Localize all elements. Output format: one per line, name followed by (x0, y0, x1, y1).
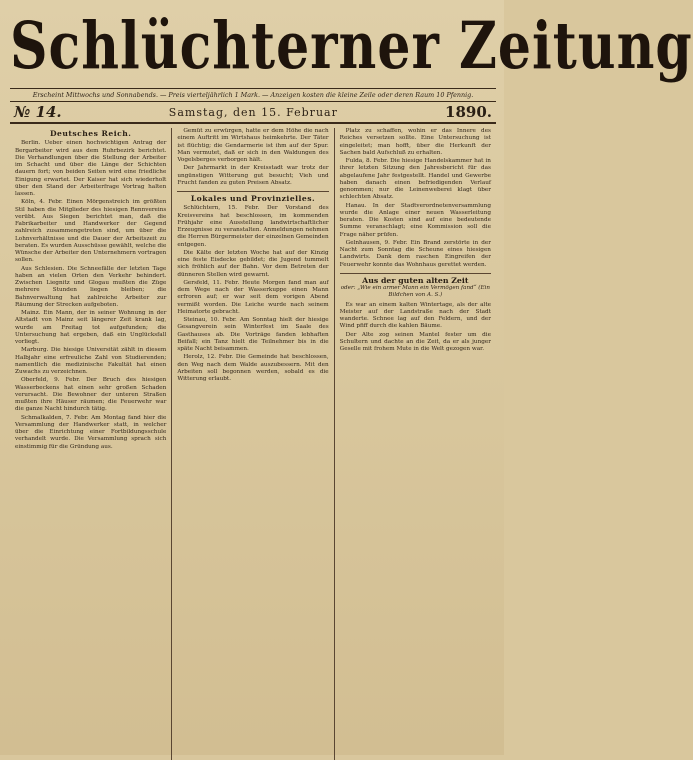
masthead-title: Schlüchterner Zeitung (10, 8, 693, 85)
article-paragraph: Aus Schlesien. Die Schneefälle der letzten Tage haben an vielen Orten den Verkehr behindert. Zwischen Liegnitz und Glogau mußten die Züge mehrere Stunden liegen bleiben; die Bahnverwaltung hat zahlreiche Arbeiter zur Räumung der Strecken aufgeboten. (15, 265, 167, 308)
article-paragraph: Gelnhausen, 9. Febr. Ein Brand zerstörte in der Nacht zum Sonntag die Scheune eines hiesigen Landwirts. Dank dem raschen Eingreifen der Feuerwehr konnte das Wohnhaus gerettet werden. (339, 239, 491, 268)
article-paragraph: Hanau. In der Stadtverordnetenversammlung wurde die Anlage einer neuen Wasserleitung beraten. Die Kosten sind auf eine bedeutende Summe veranschlagt; eine Kommission soll die Frage näher prüfen. (339, 202, 491, 238)
column-left (10, 128, 171, 760)
article-paragraph: Die Kälte der letzten Woche hat auf der Kinzig eine feste Eisdecke gebildet; die Jugend tummelt sich fröhlich auf der Bahn. Vor dem Betreten der dünneren Stellen wird gewarnt. (177, 249, 329, 278)
article-paragraph: Berlin. Ueber einen hochwichtigen Antrag der Bergarbeiter wird aus dem Ruhrbezirk berichtet. Die Verhandlungen über die Stellung der Arbeiter im Schacht und über die Länge der Schichten dauern fort; von beiden Seiten wird eine friedliche Einigung erwartet. Der Kaiser hat sich wiederholt über den Stand der Arbeiterfrage Vortrag halten lassen. (15, 140, 167, 197)
column-right (334, 128, 496, 760)
section-divider (177, 191, 328, 192)
article-paragraph: Schlüchtern, 15. Febr. Der Vorstand des Kreisvereins hat beschlossen, im kommenden Frühjahr eine Ausstellung landwirtschaftlicher Erzeugnisse zu veranstalten. Anmeldungen nehmen die Herren Bürgermeister der einzelnen Gemeinden entgegen. (177, 205, 329, 248)
article-paragraph: Mainz. Ein Mann, der in seiner Wohnung in der Altstadt von Mainz seit längerer Zeit krank lag, wurde am Freitag tot aufgefunden; die Untersuchung hat ergeben, daß ein Unglücksfall vorliegt. (15, 310, 167, 345)
article-paragraph: Fulda, 8. Febr. Die hiesige Handelskammer hat in ihrer letzten Sitzung den Jahresbericht für das abgelaufene Jahr festgestellt. Handel und Gewerbe haben danach einen befriedigenden Verlauf genommen; nur die Leinenweberei klagt über schlechten Absatz. (339, 158, 491, 201)
column-middle (171, 128, 333, 760)
tagline: Erscheint Mittwochs und Sonnabends. — Preis vierteljährlich 1 Mark. — Anzeigen kosten die kleine Zeile oder deren Raum 10 Pfennig. (10, 88, 496, 102)
article-paragraph: Köln, 4. Febr. Einen Mörgenstreich im größten Stil haben die Mitglieder des hiesigen Rennvereins verübt. Aus Siegen berichtet man, daß die Fabrikarbeiter und Handwerker der Gegend zahlreich zusammengetreten sind, um über die Lohnverhältnisse und die Dauer der Arbeitszeit zu beraten. Es wurden Ausschüsse gewählt, welche die Wünsche der Arbeiter den Unternehmern vortragen sollen. (15, 199, 167, 264)
story-paragraph: Der Alte zog seinen Mantel fester um die Schultern und dachte an die Zeit, da er als junger Geselle mit frohem Mute in die Welt gezogen war. (339, 331, 491, 352)
article-paragraph: Der Jahrmarkt in der Kreisstadt war trotz der ungünstigen Witterung gut besucht; Vieh und Frucht fanden zu guten Preisen Absatz. (177, 165, 329, 186)
article-paragraph: Marburg. Die hiesige Universität zählt in diesem Halbjahr eine erfreuliche Zahl von Studierenden; namentlich die medizinische Fakultät hat einen Zuwachs zu verzeichnen. (15, 347, 167, 375)
section-divider (340, 273, 491, 274)
article-paragraph: Herolz, 12. Febr. Die Gemeinde hat beschlossen, den Weg nach dem Walde auszubessern. Mit den Arbeiten soll begonnen werden, sobald es die Witterung erlaubt. (177, 354, 329, 382)
story-paragraph: Es war an einem kalten Wintertage, als der alte Meister auf der Landstraße nach der Stadt wanderte. Schnee lag auf den Feldern, und der Wind pfiff durch die kahlen Bäume. (339, 301, 491, 330)
article-columns (10, 128, 496, 760)
section-heading-deutsches-reich: Deutsches Reich. (49, 129, 132, 138)
issue-number: № 14. (14, 103, 62, 121)
article-paragraph: Steinau, 10. Febr. Am Sonntag hielt der hiesige Gesangverein sein Winterfest im Saale des Gasthauses ab. Die Vorträge fanden lebhaften Beifall; ein Tanz hielt die Teilnehmer bis in die späte Nacht beisammen. (177, 317, 329, 352)
article-paragraph: Gemüt zu erwürgen, hatte er dem Höhe die nach einem Auftritt im Wirtshaus heimkehrte. Der Täter ist flüchtig; die Gendarmerie ist ihm auf der Spur. Man vermutet, daß er sich in den Waldungen des Vogelsberges verborgen hält. (177, 128, 329, 163)
article-paragraph: Gersfeld, 11. Febr. Heute Morgen fand man auf dem Wege nach der Wasserkuppe einen Mann erfroren auf; er war seit dem vorigen Abend vermißt worden. Die Leiche wurde nach seinem Heimatorte gebracht. (177, 279, 329, 315)
section-heading-lokales: Lokales und Provinzielles. (190, 194, 316, 203)
story-title: Aus der guten alten Zeit (362, 275, 469, 285)
issue-date: Samstag, den 15. Februar (168, 105, 338, 119)
article-paragraph: Platz zu schaffen, wohin er das Innere des Reiches versetzen sollte. Eine Untersuchung ist eingeleitet; man hofft, über die Herkunft der Sachen bald Aufschluß zu erhalten. (339, 128, 491, 156)
article-paragraph: Schmalkalden, 7. Febr. Am Montag fand hier die Versammlung der Handwerker statt, in welcher über die Einrichtung einer Fortbildungsschule verhandelt wurde. Die Versammlung sprach sich einstimmig für die Gründung aus. (15, 414, 167, 450)
issue-year: 1890. (445, 103, 492, 121)
story-note: oder: „Wie ein armer Mann ein Vermögen fand“ (Ein Bildchen von A. S.) (340, 285, 490, 299)
article-paragraph: Oberfeld, 9. Febr. Der Bruch des hiesigen Wasserbeckens hat einen sehr großen Schaden verursacht. Die Bewohner der unteren Straßen mußten ihre Häuser räumen; die Feuerwehr war die ganze Nacht hindurch tätig. (15, 377, 167, 413)
